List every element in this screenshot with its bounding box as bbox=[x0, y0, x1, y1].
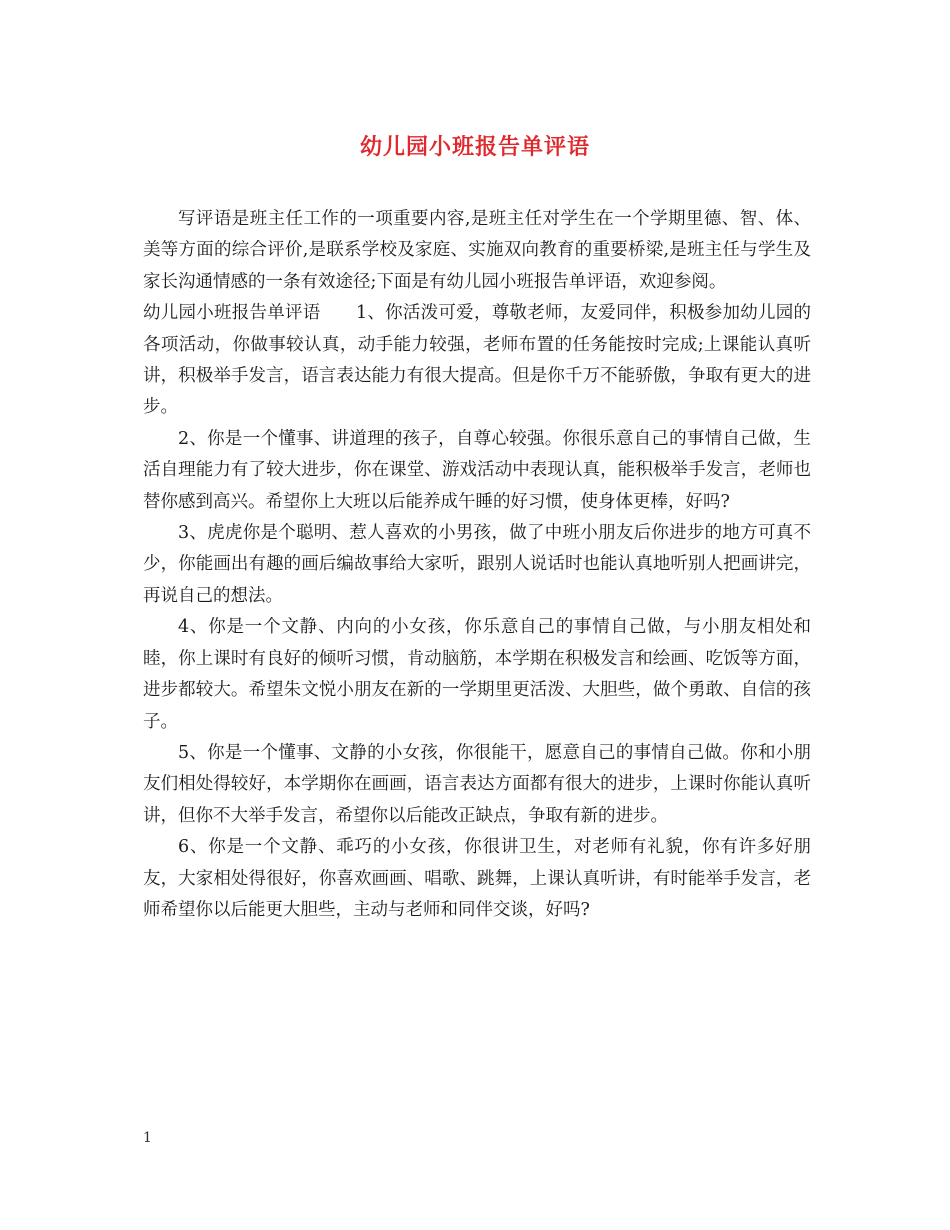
document-title: 幼儿园小班报告单评语 bbox=[359, 134, 590, 160]
comment-paragraph-3: 3、虎虎你是个聪明、惹人喜欢的小男孩，做了中班小朋友后你进步的地方可真不少，你能画出有趣的画后编故事给大家听，跟别人说话时也能认真地听别人把画讲完，再说自己的想法。 bbox=[143, 523, 811, 606]
comment-paragraph-6: 6、你是一个文静、乖巧的小女孩，你很讲卫生，对老师有礼貌，你有许多好朋友，大家相处得很好，你喜欢画画、唱歌、跳舞，上课认真听讲，有时能举手发言，老师希望你以后能更大胆些，主动与老师和同伴交谈，好吗? bbox=[143, 837, 811, 920]
comment-paragraph-1: 幼儿园小班报告单评语 1、你活泼可爱，尊敬老师，友爱同伴，积极参加幼儿园的各项活动，你做事较认真，动手能力较强，老师布置的任务能按时完成;上课能认真听讲，积极举手发言，语言表达能力有很大提高。但是你千万不能骄傲，争取有更大的进步。 bbox=[143, 303, 811, 418]
comment-paragraph-2: 2、你是一个懂事、讲道理的孩子，自尊心较强。你很乐意自己的事情自己做，生活自理能力有了较大进步，你在课堂、游戏活动中表现认真，能积极举手发言，老师也替你感到高兴。希望你上大班以后能养成午睡的好习惯，使身体更棒，好吗? bbox=[143, 428, 811, 512]
comment-paragraph-4: 4、你是一个文静、内向的小女孩，你乐意自己的事情自己做，与小朋友相处和睦，你上课时有良好的倾听习惯，肯动脑筋，本学期在积极发言和绘画、吃饭等方面，进步都较大。希望朱文悦小朋友在新的一学期里更活泼、大胆些，做个勇敢、自信的孩子。 bbox=[143, 617, 811, 732]
comment-paragraph-5: 5、你是一个懂事、文静的小女孩，你很能干，愿意自己的事情自己做。你和小朋友们相处得较好，本学期你在画画，语言表达方面都有很大的进步，上课时你能认真听讲，但你不大举手发言，希望你以后能改正缺点，争取有新的进步。 bbox=[143, 742, 811, 826]
intro-paragraph: 写评语是班主任工作的一项重要内容,是班主任对学生在一个学期里德、智、体、美等方面的综合评价,是联系学校及家庭、实施双向教育的重要桥梁,是班主任与学生及家长沟通情感的一条有效途径;下面是有幼儿园小班报告单评语，欢迎参阅。 bbox=[143, 209, 811, 292]
document-body bbox=[143, 204, 811, 926]
page-number: 1 bbox=[143, 1130, 152, 1146]
